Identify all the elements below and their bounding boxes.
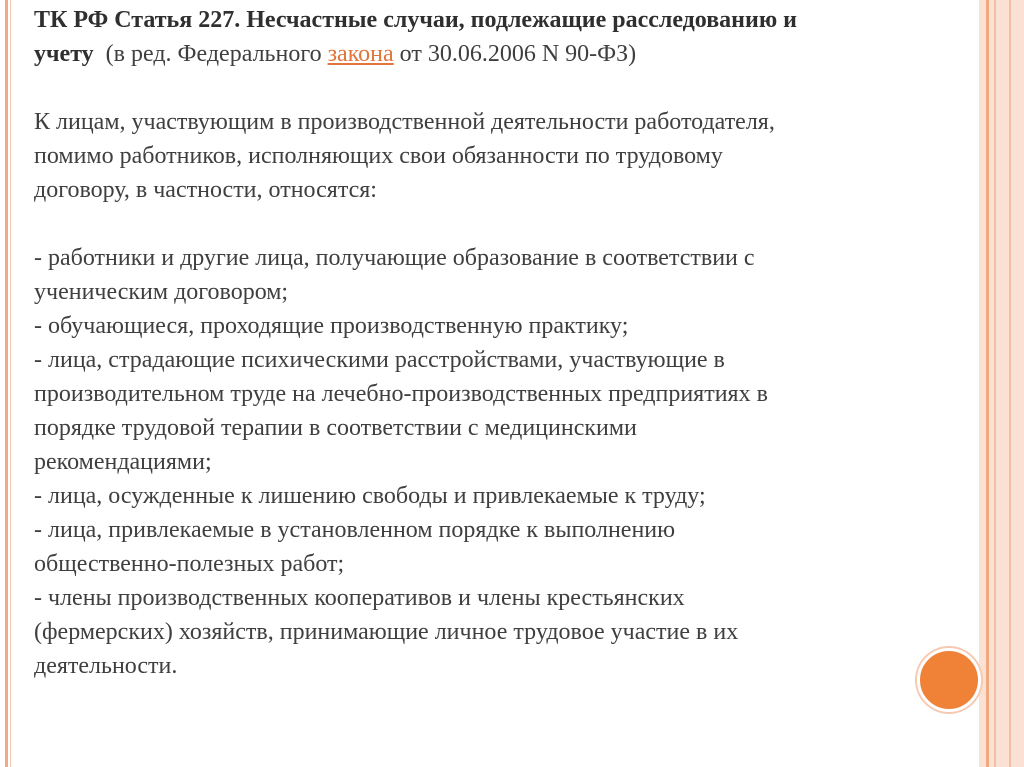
law-link[interactable]: закона — [327, 41, 394, 67]
spacer — [34, 207, 954, 241]
title-line-2 — [34, 37, 954, 71]
intro-line-1: К лицам, участвующим в производственной деятельности работодателя, — [34, 109, 775, 135]
title-edition-suffix: от 30.06.2006 N 90-ФЗ) — [393, 41, 637, 67]
list-line: общественно-полезных работ; — [34, 551, 345, 577]
slide-content — [34, 3, 954, 683]
list-line: производительном труде на лечебно-производственных предприятиях в — [34, 381, 768, 407]
list-line: - лица, осужденные к лишению свободы и привлекаемые к труду; — [34, 483, 706, 509]
list-line: порядке трудовой терапии в соответствии с медицинскими — [34, 415, 637, 441]
left-frame-line — [5, 0, 8, 767]
list-line: ученическим договором; — [34, 279, 289, 305]
list-line: - лица, страдающие психическими расстройствами, участвующие в — [34, 347, 725, 373]
list-line: - лица, привлекаемые в установленном порядке к выполнению — [34, 517, 676, 543]
list-line: деятельности. — [34, 653, 178, 679]
band-stripe-3 — [1009, 0, 1011, 767]
intro-line-3: договору, в частности, относятся: — [34, 177, 377, 203]
intro-line-2: помимо работников, исполняющих свои обязанности по трудовому — [34, 143, 723, 169]
title-edition-prefix: (в ред. Федерального — [93, 41, 328, 67]
list-line: - обучающиеся, проходящие производственную практику; — [34, 313, 629, 339]
spacer — [34, 71, 954, 105]
list-line: (фермерских) хозяйств, принимающие личное трудовое участие в их — [34, 619, 739, 645]
list-line: - работники и другие лица, получающие образование в соответствии с — [34, 245, 755, 271]
left-frame-inner-line — [10, 0, 11, 767]
list-line: рекомендациями; — [34, 449, 212, 475]
list-line: - члены производственных кооперативов и члены крестьянских — [34, 585, 685, 611]
title-bold-word: учету — [34, 41, 94, 67]
band-stripe-1 — [986, 0, 989, 767]
band-stripe-2 — [994, 0, 996, 767]
title-line-1: ТК РФ Статья 227. Несчастные случаи, подлежащие расследованию и — [34, 7, 797, 33]
